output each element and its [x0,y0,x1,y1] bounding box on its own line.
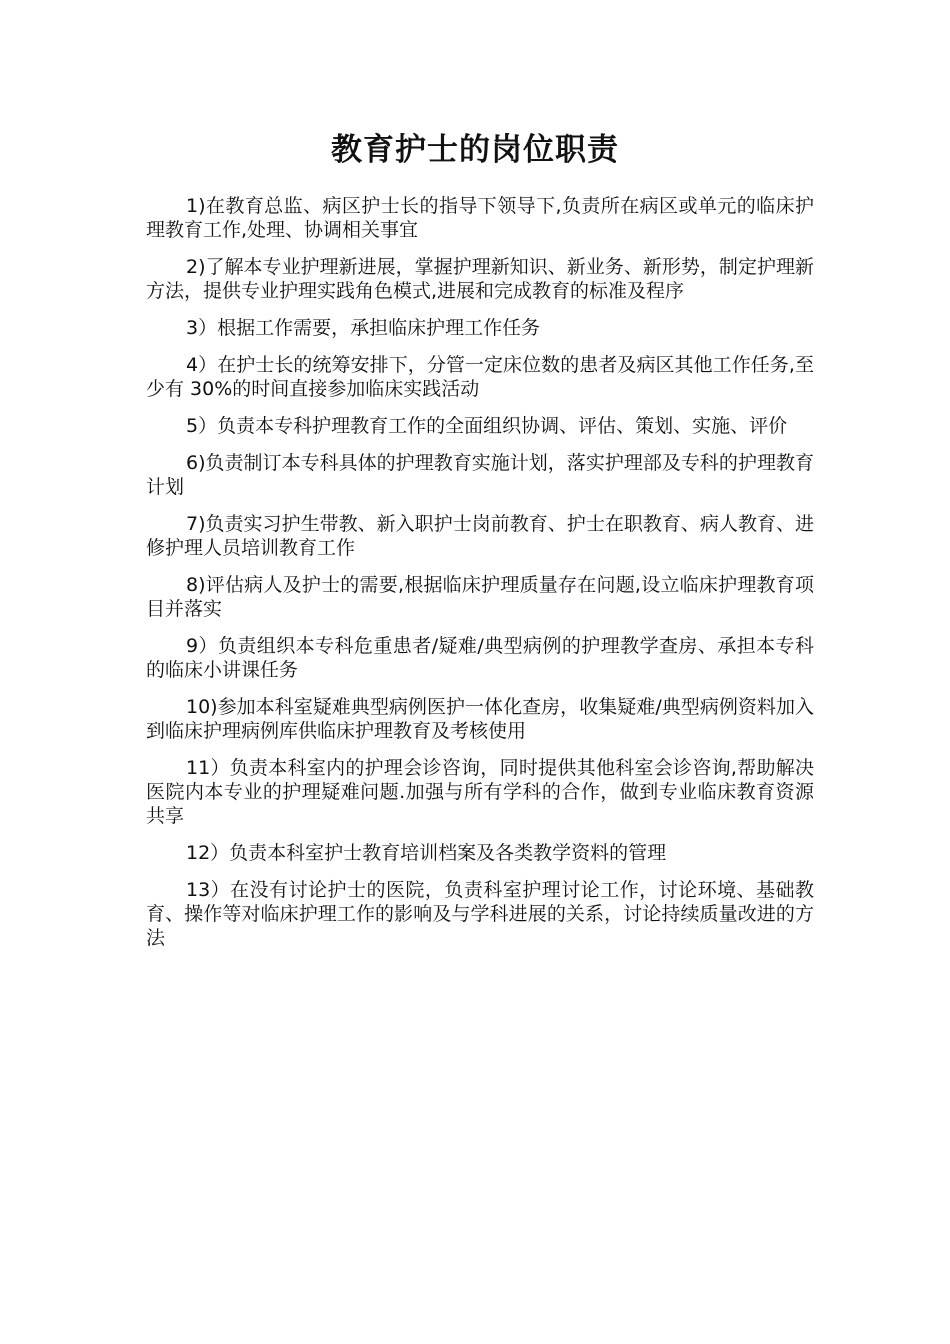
duty-item-7: 7)负责实习护生带教、新入职护士岗前教育、护士在职教育、病人教育、进修护理人员培训教育工作 [146,513,814,559]
duty-item-5: 5）负责本专科护理教育工作的全面组织协调、评估、策划、实施、评价 [186,415,788,437]
duty-item-10: 10)参加本科室疑难典型病例医护一体化查房，收集疑难/典型病例资料加入到临床护理病例库供临床护理教育及考核使用 [146,696,814,742]
duty-item-11: 11）负责本科室内的护理会诊咨询，同时提供其他科室会诊咨询,帮助解决医院内本专业的护理疑难问题.加强与所有学科的合作，做到专业临床教育资源共享 [146,757,814,827]
page-title: 教育护士的岗位职责 [331,132,619,168]
duty-item-1: 1)在教育总监、病区护士长的指导下领导下,负责所在病区或单元的临床护理教育工作,处理、协调相关事宜 [146,195,814,241]
duty-item-4: 4）在护士长的统筹安排下，分管一定床位数的患者及病区其他工作任务,至少有 30%的时间直接参加临床实践活动 [146,354,814,400]
duty-item-8: 8)评估病人及护士的需要,根据临床护理质量存在问题,设立临床护理教育项目并落实 [146,574,814,620]
duty-item-6: 6)负责制订本专科具体的护理教育实施计划，落实护理部及专科的护理教育计划 [146,452,814,498]
duty-item-13: 13）在没有讨论护士的医院，负责科室护理讨论工作，讨论环境、基础教育、操作等对临床护理工作的影响及与学科进展的关系，讨论持续质量改进的方法 [146,879,814,949]
duty-item-2: 2)了解本专业护理新进展，掌握护理新知识、新业务、新形势，制定护理新方法，提供专业护理实践角色模式,进展和完成教育的标准及程序 [146,256,814,302]
duty-item-9: 9）负责组织本专科危重患者/疑难/典型病例的护理教学查房、承担本专科的临床小讲课任务 [146,635,814,681]
duty-item-3: 3）根据工作需要，承担临床护理工作任务 [186,317,541,339]
duty-list [146,194,814,963]
duty-item-12: 12）负责本科室护士教育培训档案及各类教学资料的管理 [186,842,667,864]
